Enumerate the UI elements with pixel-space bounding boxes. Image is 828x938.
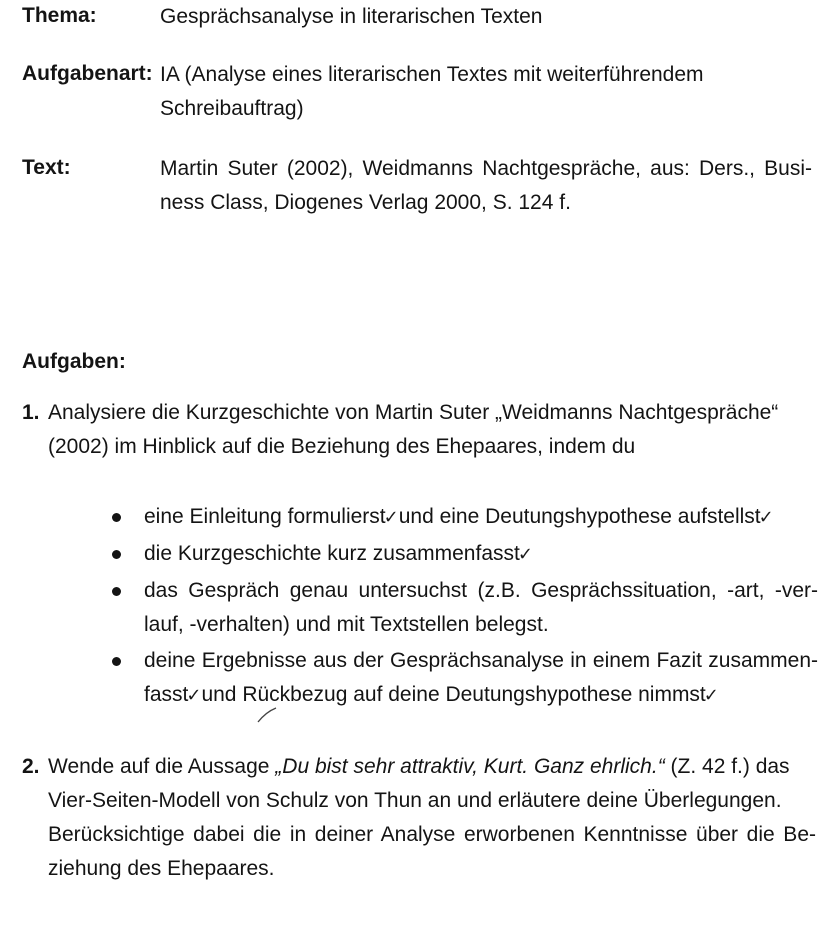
- thema-label: Thema:: [22, 4, 97, 27]
- list-item: [110, 500, 818, 535]
- task-2-quote: „Du bist sehr attraktiv, Kurt. Ganz ehrlich.“: [275, 755, 665, 778]
- task-1-body: [48, 396, 816, 464]
- aufgabenart-line2: Schreibauftrag): [160, 97, 304, 120]
- bullet-icon: [112, 587, 121, 596]
- list-item: [110, 574, 818, 642]
- checkmark-icon: ✓: [186, 685, 202, 706]
- text-line2: ness Class, Diogenes Verlag 2000, S. 124 f.: [160, 191, 571, 214]
- task-2-number: 2.: [22, 755, 40, 778]
- aufgabenart-label: Aufgabenart:: [22, 62, 153, 85]
- bullet-1-part2: und eine Deutungshypothese aufstellst: [398, 505, 761, 528]
- task-2-line2: Vier-Seiten-Modell von Schulz von Thun an und erläutere deine Überlegungen.: [48, 789, 782, 812]
- text-line1: Martin Suter (2002), Weidmanns Nachtgespräche, aus: Ders., Busi-: [160, 157, 812, 180]
- task-2-line3: Berücksichtige dabei die in deiner Analyse erworbenen Kenntnisse über die Be-: [48, 823, 816, 846]
- bullet-4-line2: [144, 678, 818, 713]
- task-2-body: [48, 750, 816, 886]
- bullet-icon: [112, 550, 121, 559]
- task-2-line1-b: (Z. 42 f.) das: [664, 755, 790, 778]
- bullet-3-line2: lauf, -verhalten) und mit Textstellen belegst.: [144, 613, 549, 636]
- list-item: [110, 537, 818, 572]
- bullet-4-line2b: und Rückbezug auf deine Deutungshypothese nimmst: [201, 683, 706, 706]
- aufgabenart-line1: IA (Analyse eines literarischen Textes mit weiterführendem: [160, 63, 704, 86]
- task-2-line1-a: Wende auf die Aussage: [48, 755, 276, 778]
- aufgaben-heading: Aufgaben:: [22, 350, 126, 373]
- bullet-3-line1: das Gespräch genau untersuchst (z.B. Gesprächssituation, -art, -ver-: [144, 579, 818, 602]
- list-item: [110, 644, 818, 713]
- bullet-4-line2a: fasst: [144, 683, 189, 706]
- task-1-number: 1.: [22, 401, 40, 424]
- task-2-line1: [48, 750, 816, 784]
- task-2-line4: ziehung des Ehepaares.: [48, 857, 275, 880]
- task-1-line1: Analysiere die Kurzgeschichte von Martin Suter „Weidmanns Nachtgespräche“: [48, 401, 779, 424]
- checkmark-icon: ✓: [703, 685, 719, 706]
- bullet-icon: [112, 513, 121, 522]
- checkmark-icon: ✓: [758, 507, 774, 528]
- task-1-bullet-list: [110, 500, 818, 715]
- checkmark-icon: ✓: [517, 544, 533, 565]
- bullet-2-text: die Kurzgeschichte kurz zusammenfasst: [144, 542, 520, 565]
- bullet-icon: [112, 657, 121, 666]
- text-label: Text:: [22, 156, 71, 179]
- task-1-line2: (2002) im Hinblick auf die Beziehung des Ehepaares, indem du: [48, 435, 636, 458]
- checkmark-icon: ✓: [383, 507, 399, 528]
- bullet-4-line1: deine Ergebnisse aus der Gesprächsanalyse in einem Fazit zusammen-: [144, 649, 818, 672]
- aufgabenart-value: [160, 58, 818, 126]
- text-value: [160, 152, 812, 220]
- thema-value: Gesprächsanalyse in literarischen Texten: [160, 5, 543, 28]
- bullet-1-part1: eine Einleitung formulierst: [144, 505, 386, 528]
